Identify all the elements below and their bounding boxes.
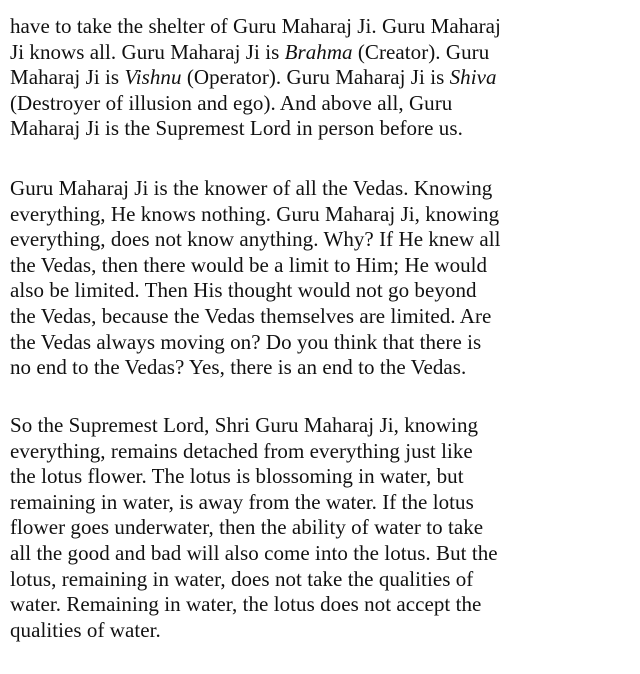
emphasized-term: Vishnu: [124, 65, 182, 90]
text-line: water. Remaining in water, the lotus does not accept the: [10, 592, 482, 617]
text-line: everything, remains detached from everything just like: [10, 438, 473, 463]
text-line: the lotus flower. The lotus is blossoming in water, but: [10, 464, 464, 489]
text-line: (Destroyer of illusion and ego). And above all, Guru: [10, 90, 453, 115]
text-line: no end to the Vedas? Yes, there is an end to the Vedas.: [10, 355, 467, 380]
text-line: [10, 40, 634, 66]
text-line: flower goes underwater, then the ability of water to take: [10, 515, 484, 540]
text-line: the Vedas always moving on? Do you think that there is: [10, 329, 482, 354]
text-line: lotus, remaining in water, does not take the qualities of: [10, 566, 474, 591]
text-line: have to take the shelter of Guru Maharaj Ji. Guru Maharaj: [10, 14, 501, 38]
paragraph-3: [10, 413, 634, 643]
paragraph-1: [10, 14, 634, 142]
emphasized-term: Shiva: [449, 65, 497, 90]
text-line: remaining in water, is away from the water. If the lotus: [10, 489, 474, 514]
text-segment: Ji knows all. Guru Maharaj Ji is: [10, 39, 285, 64]
text-line: So the Supremest Lord, Shri Guru Maharaj Ji, knowing: [10, 413, 479, 437]
text-segment: Maharaj Ji is: [10, 65, 125, 90]
text-line: everything, does not know anything. Why? If He knew all: [10, 227, 501, 252]
text-line: [10, 65, 634, 91]
emphasized-term: Brahma: [284, 39, 353, 64]
text-segment: (Creator). Guru: [352, 39, 490, 64]
text-segment: (Operator). Guru Maharaj Ji is: [181, 65, 450, 90]
text-line: all the good and bad will also come into the lotus. But the: [10, 540, 498, 565]
text-line: the Vedas, because the Vedas themselves are limited. Are: [10, 303, 492, 328]
text-line: everything, He knows nothing. Guru Maharaj Ji, knowing: [10, 201, 500, 226]
text-line: Maharaj Ji is the Supremest Lord in person before us.: [10, 116, 463, 141]
text-line: Guru Maharaj Ji is the knower of all the Vedas. Knowing: [10, 176, 493, 200]
paragraph-2: [10, 176, 634, 381]
text-line: also be limited. Then His thought would not go beyond: [10, 278, 477, 303]
text-line: qualities of water.: [10, 617, 161, 642]
text-line: the Vedas, then there would be a limit to Him; He would: [10, 252, 488, 277]
